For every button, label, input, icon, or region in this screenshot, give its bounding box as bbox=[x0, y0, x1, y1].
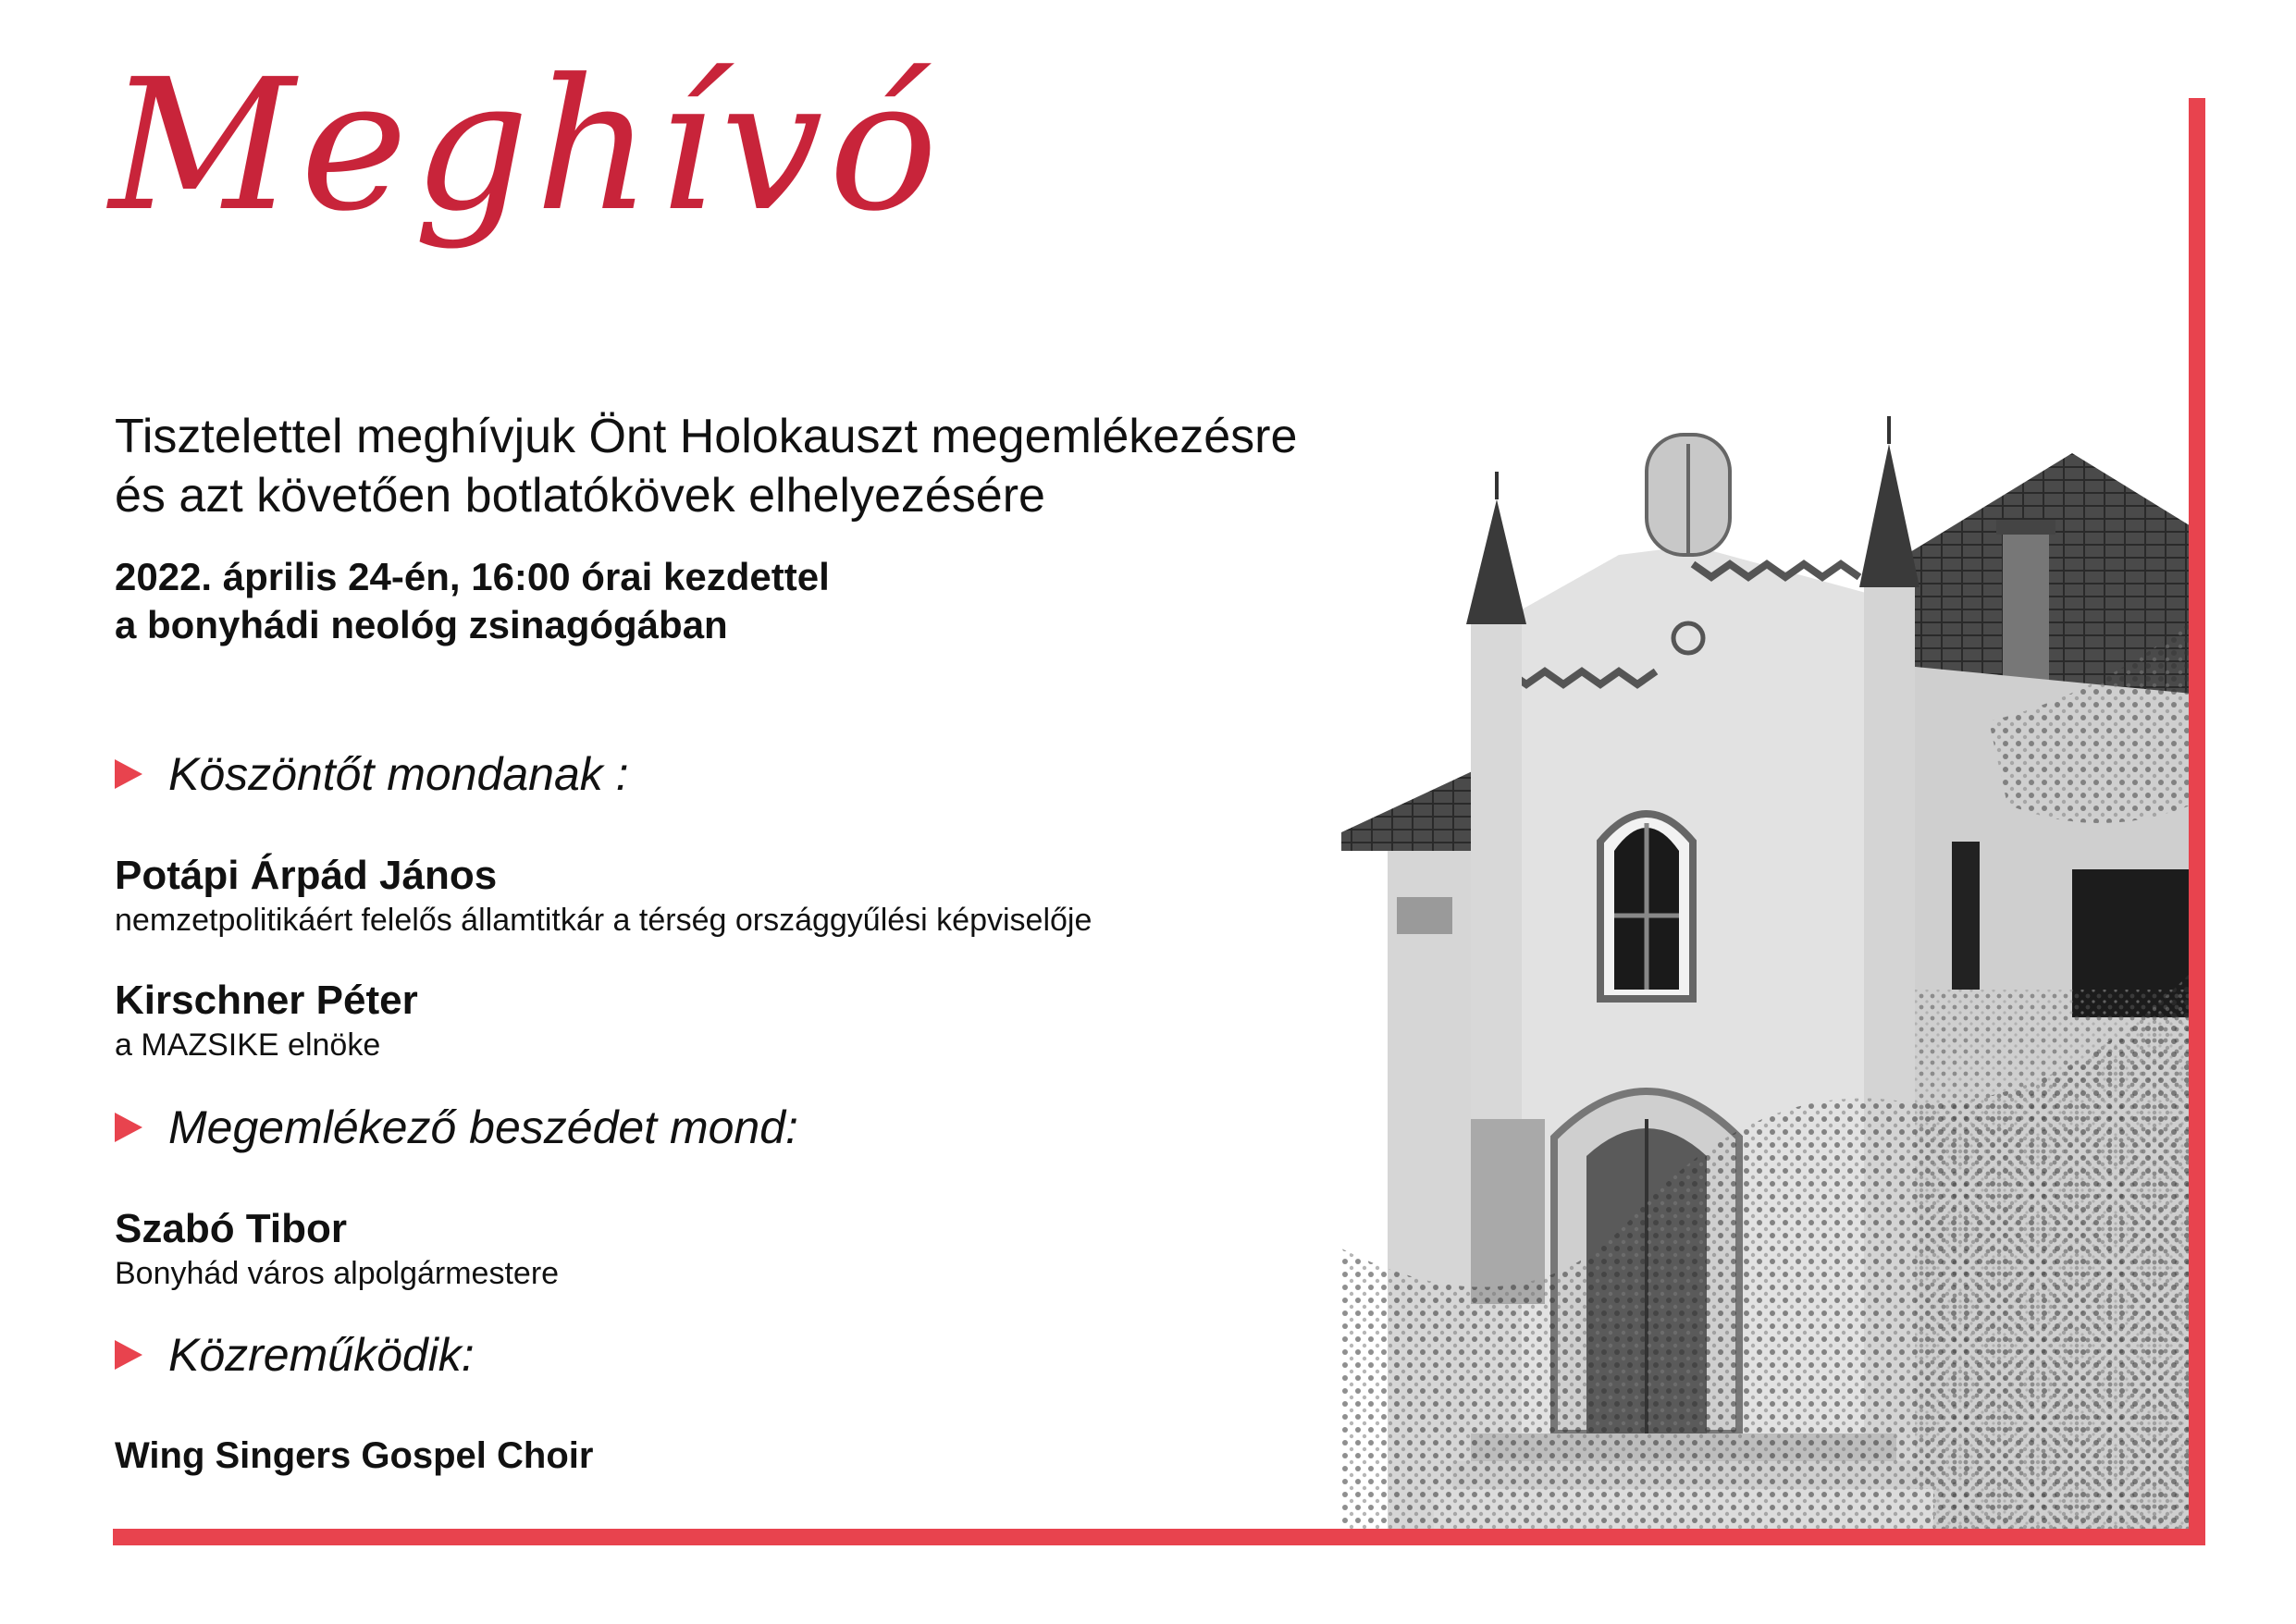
speaker-role: a MAZSIKE elnöke bbox=[115, 1027, 381, 1063]
triangle-bullet-icon bbox=[115, 1113, 142, 1142]
section-heading-label: Közreműködik: bbox=[168, 1329, 475, 1381]
triangle-bullet-icon bbox=[115, 759, 142, 789]
section-heading-memorial-speech bbox=[115, 1101, 798, 1154]
speaker-name: Potápi Árpád János bbox=[115, 853, 498, 898]
section-heading-performers bbox=[115, 1328, 475, 1382]
intro-line-2: és azt követően botlatókövek elhelyezésére bbox=[115, 469, 1045, 523]
page-title: Meghívó bbox=[109, 41, 944, 252]
speaker-name: Kirschner Péter bbox=[115, 978, 418, 1023]
speaker-name: Szabó Tibor bbox=[115, 1206, 347, 1251]
section-heading-greetings bbox=[115, 747, 629, 801]
section-heading-label: Megemlékező beszédet mond: bbox=[168, 1101, 798, 1153]
intro-line-1: Tisztelettel meghívjuk Önt Holokauszt megemlékezésre bbox=[115, 410, 1298, 463]
event-date: 2022. április 24-én, 16:00 órai kezdettel bbox=[115, 555, 830, 598]
accent-rule-vertical bbox=[2189, 98, 2205, 1545]
accent-rule-horizontal bbox=[113, 1529, 2205, 1545]
performer-name: Wing Singers Gospel Choir bbox=[115, 1435, 594, 1476]
speaker-role: nemzetpolitikáért felelős államtitkár a térség országgyűlési képviselője bbox=[115, 903, 1092, 938]
intro-text bbox=[115, 407, 1484, 525]
speaker-role: Bonyhád város alpolgármestere bbox=[115, 1256, 560, 1291]
event-details bbox=[115, 553, 1410, 649]
section-heading-label: Köszöntőt mondanak : bbox=[168, 748, 629, 800]
triangle-bullet-icon bbox=[115, 1340, 142, 1370]
synagogue-photo bbox=[1341, 416, 2192, 1529]
event-place: a bonyhádi neológ zsinagógában bbox=[115, 603, 728, 646]
